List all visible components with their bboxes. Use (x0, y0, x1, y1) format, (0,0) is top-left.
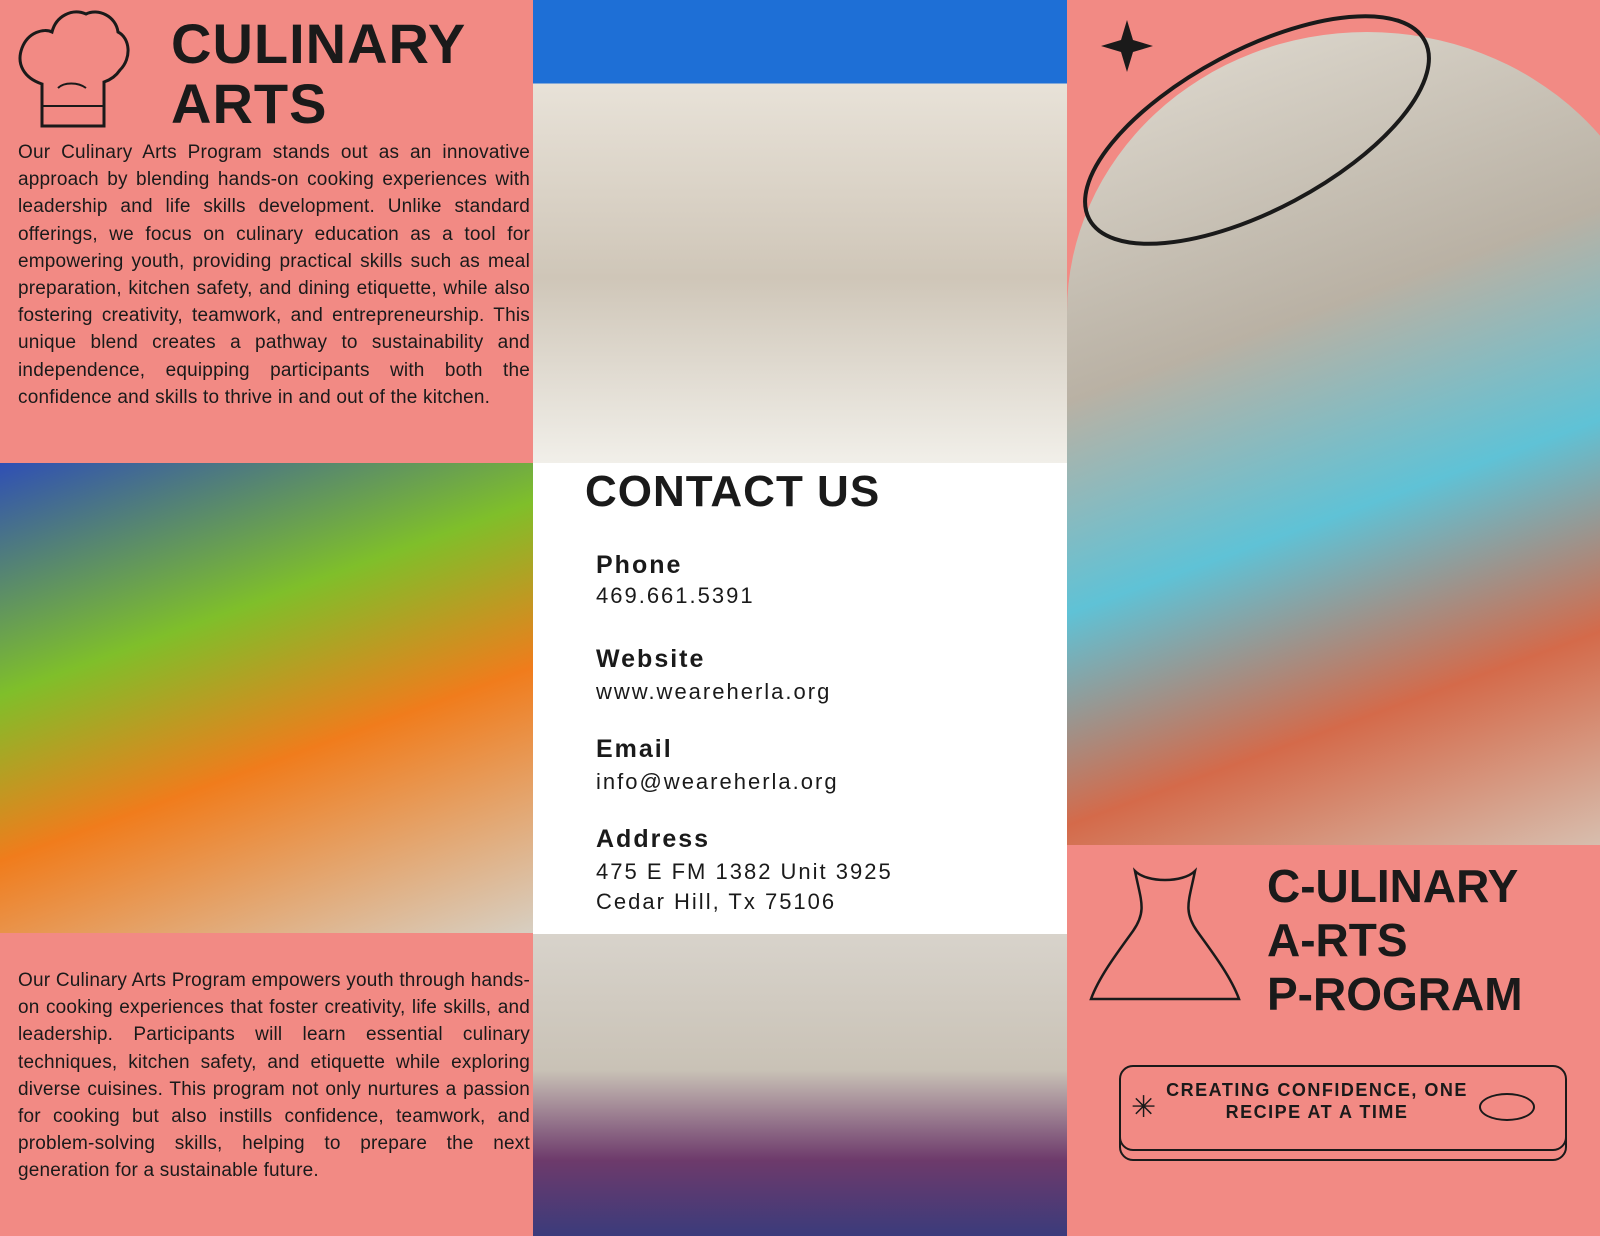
oval-icon (1479, 1093, 1535, 1121)
tagline-text (1157, 1079, 1477, 1123)
phone-value[interactable]: 469.661.5391 (596, 583, 755, 608)
address-line-1: 475 E FM 1382 Unit 3925 (596, 859, 893, 884)
address-label: Address (596, 825, 711, 853)
program-panel (1067, 845, 1600, 1236)
program-description-paragraph: Our Culinary Arts Program empowers youth through hands-on cooking experiences that foster creativity, life skills, and leadership. Participants will learn essential culinary techniques, kitchen safety, and etiquette while exploring diverse cuisines. This program not only nurtures a passion for cooking but also instills confidence, teamwork, and problem-solving skills, helping to prepare the next generation for a sustainable future. (18, 970, 530, 1182)
cutting-photo-panel (1067, 0, 1600, 845)
mixing-photo (0, 463, 533, 933)
orbit-ring-icon (1067, 0, 1600, 300)
tagline-banner (1119, 1065, 1567, 1151)
contact-title: CONTACT US (585, 467, 881, 516)
group-certificates-photo (533, 934, 1067, 1236)
email-label: Email (596, 735, 673, 763)
sparkle-star-icon (1101, 20, 1153, 72)
program-description-panel (0, 933, 533, 1236)
kitchen-photo (533, 0, 1067, 463)
website-label: Website (596, 645, 706, 673)
title-line-2: ARTS (171, 72, 328, 135)
program-title (1267, 859, 1523, 1021)
phone-label: Phone (596, 551, 683, 579)
intro-panel (0, 0, 533, 463)
we-are-her-logo (1085, 861, 1245, 1006)
tagline-line-2: RECIPE AT A TIME (1225, 1102, 1409, 1122)
website-value[interactable]: www.weareherla.org (596, 679, 832, 704)
sparkle-star-icon: ✳ (1131, 1091, 1157, 1124)
culinary-arts-title (171, 14, 466, 134)
address-line-2: Cedar Hill, Tx 75106 (596, 889, 837, 914)
program-title-line-2: A-RTS (1267, 914, 1408, 966)
tagline-line-1: CREATING CONFIDENCE, ONE (1166, 1080, 1468, 1100)
title-line-1: CULINARY (171, 12, 467, 75)
intro-paragraph: Our Culinary Arts Program stands out as an innovative approach by blending hands-on cooking experiences with leadership and life skills development. Unlike standard offerings, we focus on culinary education as a tool for empowering youth, providing practical skills such as meal preparation, kitchen safety, and dining etiquette, while also fostering creativity, teamwork, and entrepreneurship. This unique blend creates a pathway to sustainability and independence, equipping participants with both the confidence and skills to thrive in and out of the kitchen. (18, 142, 530, 408)
program-title-line-1: C-ULINARY (1267, 860, 1519, 912)
email-value[interactable]: info@weareherla.org (596, 769, 839, 794)
chef-hat-icon (12, 6, 132, 132)
program-title-line-3: P-ROGRAM (1267, 968, 1523, 1020)
contact-panel (533, 463, 1067, 934)
